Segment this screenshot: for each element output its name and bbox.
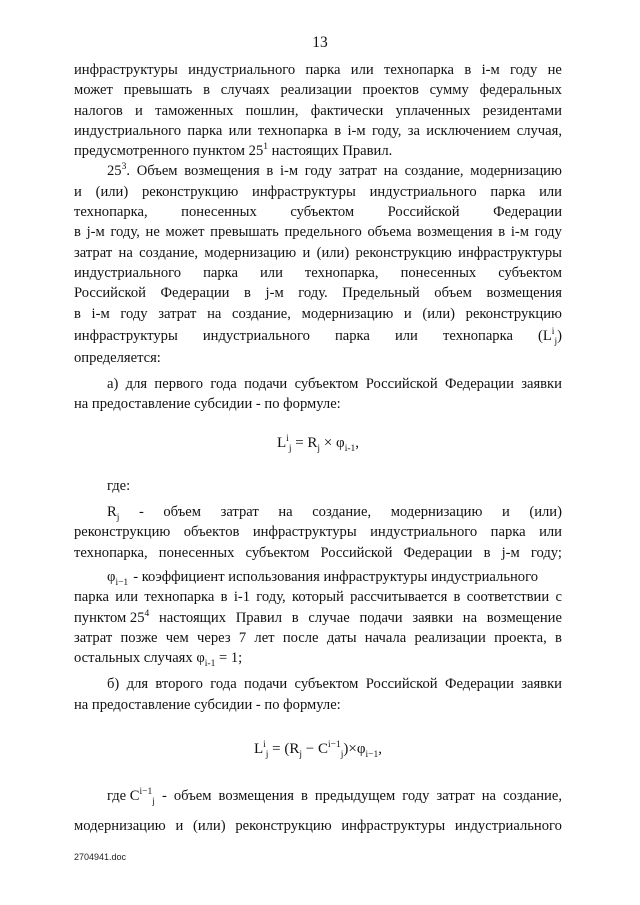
text-line: реконструкцию объектов инфраструктуры индустриального парка или: [74, 524, 562, 541]
clause-25-3-heading: $25^3$. Объем возмещения в i-м году затрат на создание, модернизацию: [107, 162, 562, 180]
document-body: [74, 60, 562, 836]
definition-c: где $C^{i-1}_j$ - объем возмещения в предыдущем году затрат на создание,: [107, 787, 562, 807]
text-line: индустриального парка или технопарка, понесенных субъектом: [74, 264, 562, 281]
item-a: а) для первого года подачи субъектом Российской Федерации заявки: [107, 376, 562, 393]
text-line: затрат на создание, модернизацию и (или) реконструкцию инфраструктуры: [74, 244, 562, 261]
definition-r: $R_j$ - объем затрат на создание, модернизацию и (или): [107, 504, 562, 523]
where-label: где:: [107, 477, 131, 494]
text-line: определяется:: [74, 349, 161, 366]
text-line: в i-м году затрат на создание, модернизацию и (или) реконструкцию: [74, 305, 562, 322]
text-line: предусмотренного пунктом $25^1$ настоящих Правил.: [74, 142, 393, 160]
text-line: парка или технопарка в i-1 году, который рассчитывается в соответствии с: [74, 589, 562, 606]
text-line: технопарка, понесенных субъектом Российской Федерации в j-м году;: [74, 544, 562, 561]
text-line: затрат позже чем через 7 лет после даты начала реализации проекта, в: [74, 629, 562, 646]
page-number: 13: [312, 34, 328, 51]
text-line: инфраструктуры индустриального парка или технопарка $(L^i_j)$: [74, 324, 562, 348]
text-line: в j-м году, не может превышать предельного объема возмещения в i-м году: [74, 224, 562, 241]
text-line: Российской Федерации в j-м году. Предельный объем возмещения: [74, 285, 562, 302]
item-b: б) для второго года подачи субъектом Российской Федерации заявки: [107, 676, 562, 693]
file-name-footer: 2704941.doc: [74, 852, 127, 862]
text-line: на предоставление субсидии - по формуле:: [74, 696, 341, 713]
text-line: инфраструктуры индустриального парка или технопарка в i-м году не: [74, 62, 562, 78]
limit-symbol: $(L^i_j)$: [538, 327, 562, 347]
text-line: может превышать в случаях реализации проектов сумму федеральных: [74, 82, 562, 99]
definition-phi: $\varphi_{i-1}$ - коэффициент использования инфраструктуры индустриального: [107, 568, 539, 588]
text-line: пунктом $25^4$ настоящих Правил в случае подачи заявки на возмещение: [74, 608, 562, 626]
text-line: модернизацию и (или) реконструкцию инфраструктуры индустриального: [74, 818, 562, 835]
text-line: на предоставление субсидии - по формуле:: [74, 396, 341, 413]
text-line: и (или) реконструкцию инфраструктуры индустриального парка или: [74, 183, 562, 200]
formula-1: $L^i_j = R_j \times \varphi_{i-1}$,: [277, 433, 359, 454]
text-line: остальных случаях $\varphi_{i-1} = 1$;: [74, 650, 243, 670]
text-line: налогов и таможенных пошлин, фактически уплаченных резидентами: [74, 102, 562, 119]
text-line: индустриального парка или технопарка в i-м году, за исключением случая,: [74, 122, 562, 139]
formula-2: $L^i_j = (R_j - C^{i-1}_j)\times\varphi_{i-1}$,: [253, 740, 383, 761]
text-line: технопарка, понесенных субъектом Российской Федерации: [74, 204, 562, 221]
